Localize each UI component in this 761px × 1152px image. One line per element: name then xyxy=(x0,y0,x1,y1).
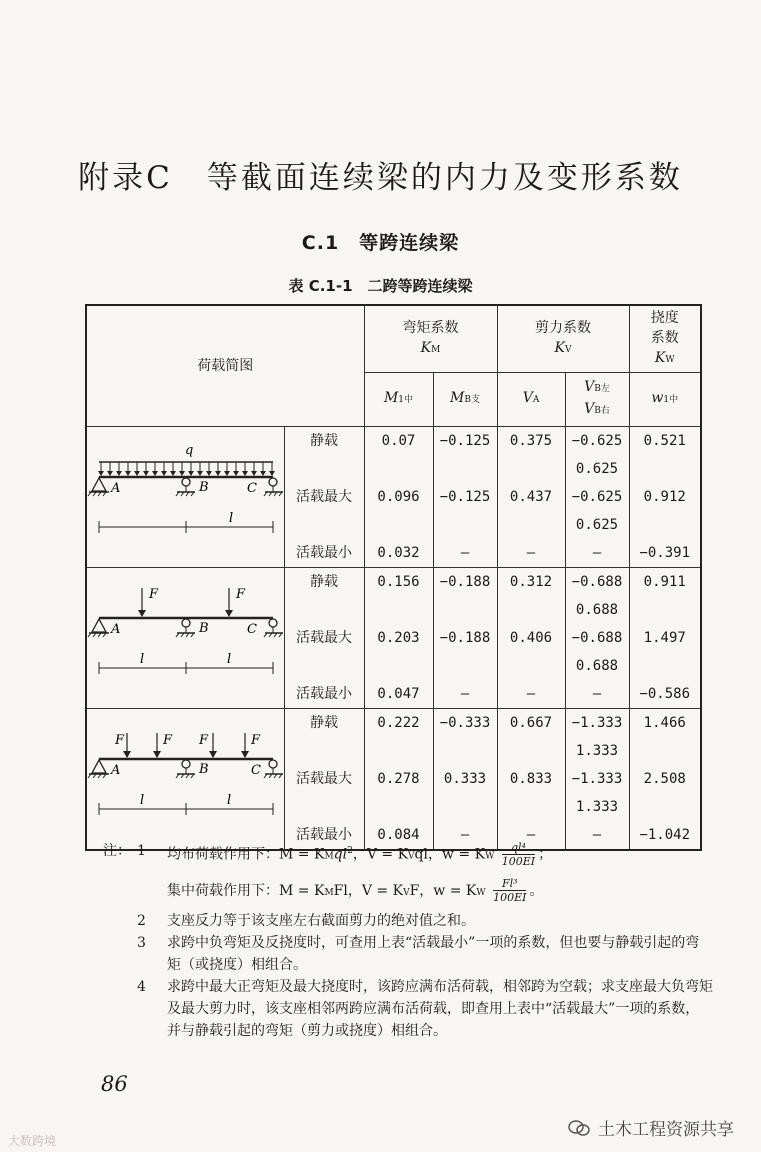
col-m1-values: 0.07 0.096 0.032 xyxy=(364,426,433,567)
table-group xyxy=(86,567,701,708)
watermark-right-text: 土木工程资源共享 xyxy=(598,1120,734,1140)
diagram-uniform-load xyxy=(86,426,284,567)
span-label-l: l xyxy=(229,511,234,526)
row-labels: 静载 活载最大 活载最小 xyxy=(284,708,364,850)
col-va-values: 0.667 0.833 — xyxy=(497,708,565,850)
col-m1-values: 0.156 0.203 0.047 xyxy=(364,567,433,708)
note-1: 注： 1 均布荷载作用下：M = KMql$^2$，V = KVql，w = KW $\frac{\text{ql⁴}}{100EI}$ ； xyxy=(103,841,553,869)
shear-group-label: 剪力系数 xyxy=(535,319,591,336)
fraction-point: $\frac{\text{Fl³}}{100EI}$ xyxy=(493,877,527,905)
header-defl-group xyxy=(629,305,701,372)
col-mb: MB支 xyxy=(433,372,497,426)
table-title: 表 C.1-1 二跨等跨连续梁 xyxy=(288,277,473,295)
col-mb-values: −0.333 0.333 — xyxy=(433,708,497,850)
note-3: 3 求跨中负弯矩及反挠度时，可查用上表“活载最小”一项的系数，但也要与静载引起的弯矩（或挠度）相组合。 xyxy=(137,934,700,973)
col-w-values: 1.466 2.508 −1.042 xyxy=(629,708,701,850)
note-4: 4 求跨中最大正弯矩及最大挠度时，该跨应满布活荷载，相邻跨为空载；求支座最大负弯矩及最大剪力时，该支座相邻两跨应满布活荷载，即查用上表中“活载最大”一项的系数，并与静载引起的弯矩（剪力或挠度）相组合。 xyxy=(137,978,713,1039)
col-m1-values: 0.222 0.278 0.084 xyxy=(364,708,433,850)
wechat-icon xyxy=(568,1119,590,1137)
fraction-uniform: $\frac{\text{ql⁴}}{100EI}$ xyxy=(501,841,536,869)
note-1b: 集中荷载作用下：M = KMFl，V = KVF，w = KW $\frac{\text{Fl³}}{100EI}$ 。 xyxy=(167,877,544,905)
support-label-a: A xyxy=(111,481,121,496)
moment-group-label: 弯矩系数 xyxy=(402,319,459,336)
support-label-b: B xyxy=(199,480,209,495)
col-vb-values: −1.333 1.333 −1.333 1.333 — xyxy=(565,708,629,850)
diagram-four-point-loads xyxy=(86,708,284,850)
load-label-f4: F xyxy=(251,733,261,748)
defl-sub: W xyxy=(665,354,675,365)
defl-group-line1: 挠度 xyxy=(650,309,679,326)
col-m1: M1中 xyxy=(364,372,433,426)
support-label-c: C xyxy=(251,763,261,778)
span-label-l1: l xyxy=(140,652,145,667)
col-w: w1中 xyxy=(629,372,701,426)
load-label-q: q xyxy=(185,443,194,458)
diagram-two-point-loads xyxy=(86,567,284,708)
moment-sub: M xyxy=(431,344,441,355)
shear-sym: K xyxy=(554,339,565,356)
load-label-f3: F xyxy=(199,733,209,748)
header-moment-group xyxy=(364,305,497,372)
support-label-c: C xyxy=(247,622,257,637)
table-group xyxy=(86,426,701,567)
span-label-l2: l xyxy=(227,793,232,808)
col-w-values: 0.521 0.912 −0.391 xyxy=(629,426,701,567)
col-vb: VB左 VB右 xyxy=(565,372,629,426)
load-label-f2: F xyxy=(163,733,173,748)
col-vb-values: −0.625 0.625 −0.625 0.625 — xyxy=(565,426,629,567)
col-va-values: 0.375 0.437 — xyxy=(497,426,565,567)
defl-group-line2: 系数 xyxy=(650,329,679,346)
span-label-l1: l xyxy=(140,793,145,808)
watermark-left: 大数跨境 xyxy=(8,1134,57,1148)
col-mb-values: −0.125 −0.125 — xyxy=(433,426,497,567)
support-label-a: A xyxy=(111,622,121,637)
col-va-values: 0.312 0.406 — xyxy=(497,567,565,708)
shear-sub: V xyxy=(564,344,572,355)
defl-sym: K xyxy=(654,349,666,366)
load-label-f1: F xyxy=(115,733,125,748)
col-vb-values: −0.688 0.688 −0.688 0.688 — xyxy=(565,567,629,708)
support-label-c: C xyxy=(247,481,257,496)
load-label-f1: F xyxy=(149,587,159,602)
header-shear-group xyxy=(497,305,629,372)
col-mb-values: −0.188 −0.188 — xyxy=(433,567,497,708)
support-label-b: B xyxy=(199,621,209,636)
page-number: 86 xyxy=(101,1072,128,1096)
chapter-title: 附录C 等截面连续梁的内力及变形系数 xyxy=(78,160,683,196)
support-label-b: B xyxy=(199,762,209,777)
row-labels: 静载 活载最大 活载最小 xyxy=(284,426,364,567)
table-group xyxy=(86,708,701,850)
section-title: C.1 等跨连续梁 xyxy=(301,232,460,254)
load-label-f2: F xyxy=(236,587,246,602)
support-label-a: A xyxy=(111,763,121,778)
span-label-l2: l xyxy=(227,652,232,667)
header-load-diagram: 荷载简图 xyxy=(86,305,364,426)
watermark-right xyxy=(568,1115,734,1140)
coefficient-table xyxy=(85,304,702,851)
col-va: VA xyxy=(497,372,565,426)
note-2: 2 支座反力等于该支座左右截面剪力的绝对值之和。 xyxy=(137,912,475,929)
notes xyxy=(103,834,713,1042)
moment-sym: K xyxy=(420,339,432,356)
col-w-values: 0.911 1.497 −0.586 xyxy=(629,567,701,708)
row-labels: 静载 活载最大 活载最小 xyxy=(284,567,364,708)
